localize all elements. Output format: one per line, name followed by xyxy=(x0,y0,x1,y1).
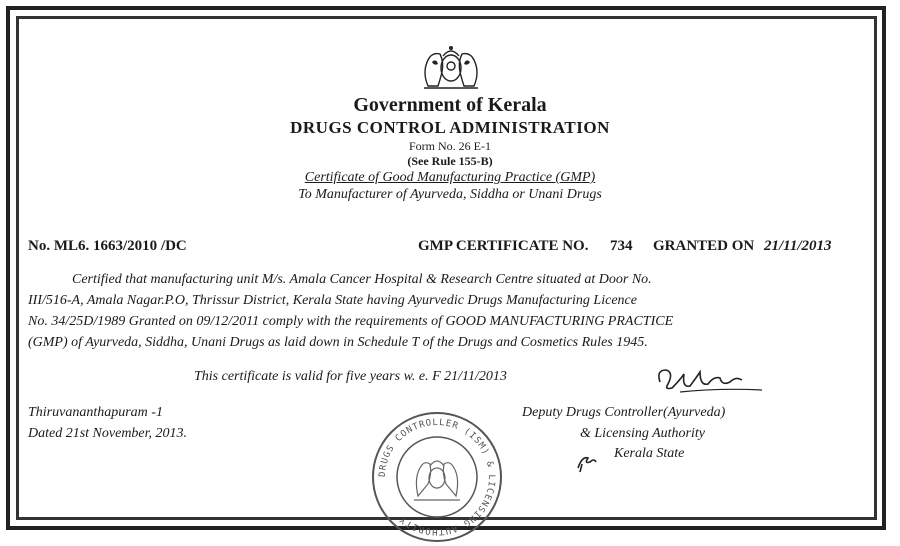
certification-text-line: (GMP) of Ayurveda, Siddha, Unani Drugs as laid down in Schedule T of the Drugs and Cosmetics Rules 1945. xyxy=(28,335,648,350)
signature-icon xyxy=(650,360,770,400)
initial-mark-icon xyxy=(574,450,600,474)
government-title: Government of Kerala xyxy=(353,94,547,116)
certification-text-line: III/516-A, Amala Nagar.P.O, Thrissur District, Kerala State having Ayurvedic Drugs Manufacturing Licence xyxy=(28,293,637,308)
issue-place: Thiruvananthapuram -1 xyxy=(28,405,163,420)
certification-text-line: Certified that manufacturing unit M/s. Amala Cancer Hospital & Research Centre situated at Door No. xyxy=(72,272,652,287)
granted-on-label: GRANTED ON xyxy=(653,238,755,254)
signatory-state: Kerala State xyxy=(614,446,685,461)
signatory-title: Deputy Drugs Controller(Ayurveda) xyxy=(522,405,726,420)
signatory-authority: & Licensing Authority xyxy=(580,426,705,441)
validity-statement: This certificate is valid for five years w. e. F 21/11/2013 xyxy=(194,369,507,384)
department-title: DRUGS CONTROL ADMINISTRATION xyxy=(290,118,610,137)
granted-on-date: 21/11/2013 xyxy=(764,238,832,254)
issue-date: Dated 21st November, 2013. xyxy=(28,426,188,441)
form-number: Form No. 26 E-1 xyxy=(409,139,491,153)
certificate-title: Certificate of Good Manufacturing Practice (GMP) xyxy=(304,170,596,185)
seal-text: DRUGS CONTROLLER (ISM) & LICENSING AUTHORITY xyxy=(377,417,497,537)
reference-number: No. ML6. 1663/2010 /DC xyxy=(28,238,187,254)
certification-text-line: No. 34/25D/1989 Granted on 09/12/2011 comply with the requirements of GOOD MANUFACTURING PRACTICE xyxy=(28,314,674,329)
kerala-state-emblem-icon xyxy=(416,42,486,90)
rule-reference: (See Rule 155-B) xyxy=(407,154,493,168)
svg-text:DRUGS CONTROLLER (ISM) & LICEN xyxy=(378,418,496,536)
certificate-subtitle: To Manufacturer of Ayurveda, Siddha or Unani Drugs xyxy=(298,187,602,202)
official-seal-icon xyxy=(368,408,506,546)
gmp-certificate-number: 734 xyxy=(610,238,633,254)
gmp-certificate-label: GMP CERTIFICATE NO. xyxy=(418,238,589,254)
